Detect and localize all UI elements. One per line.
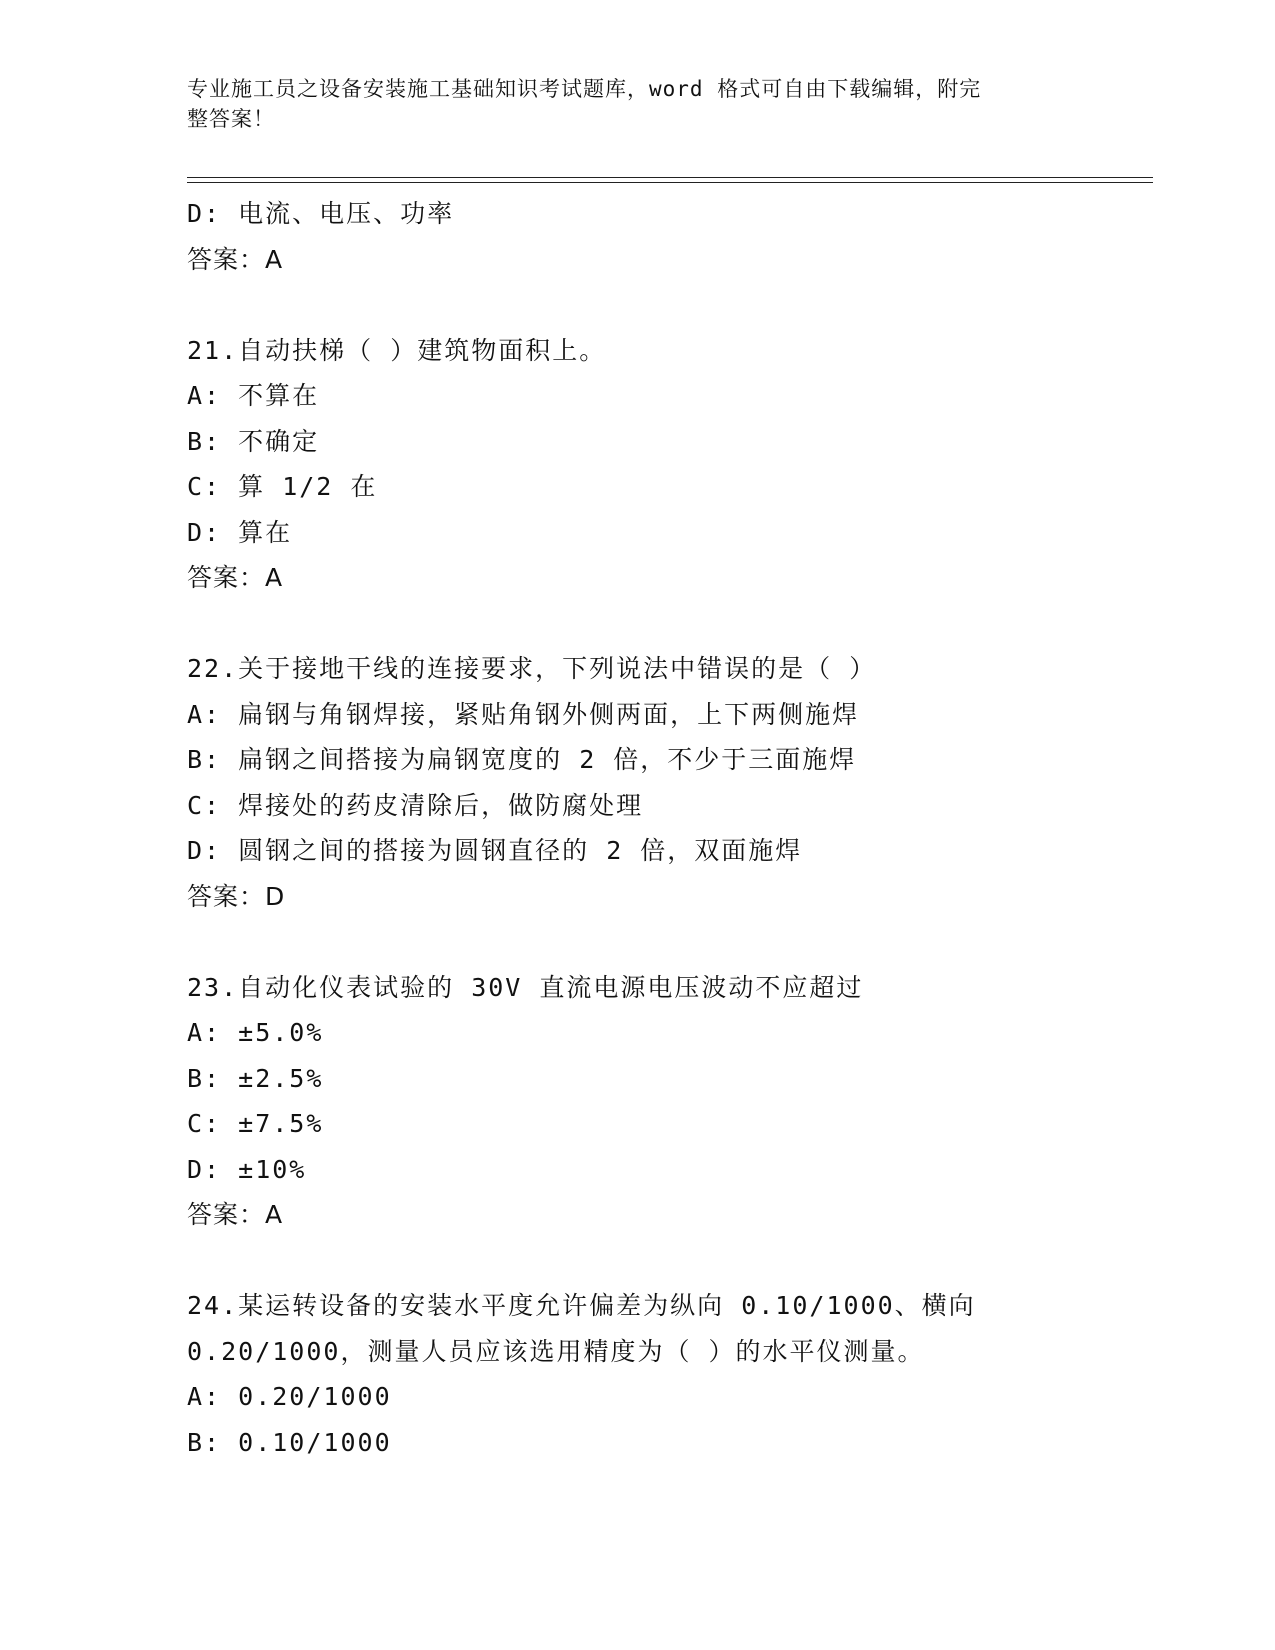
question-stem: 23.自动化仪表试验的 30V 直流电源电压波动不应超过: [187, 972, 864, 1002]
option-a: A: 0.20/1000: [187, 1382, 392, 1411]
question-stem-line-2: 0.20/1000，测量人员应该选用精度为（ ）的水平仪测量。: [187, 1336, 925, 1366]
answer-line: 答案：A: [187, 1200, 284, 1229]
question-list: [187, 191, 1153, 1465]
question-stem: 21.自动扶梯（ ）建筑物面积上。: [187, 335, 607, 365]
spacer: [187, 282, 1153, 328]
question-stem: 22.关于接地干线的连接要求，下列说法中错误的是（ ）: [187, 654, 877, 683]
option-d: D: 圆钢之间的搭接为圆钢直径的 2 倍，双面施焊: [187, 836, 803, 865]
answer-line: 答案：D: [187, 881, 286, 911]
question-stem-line-1: 24.某运转设备的安装水平度允许偏差为纵向 0.10/1000、横向: [187, 1291, 976, 1320]
spacer: [187, 919, 1153, 965]
option-c: C: ±7.5%: [187, 1109, 324, 1138]
option-d: D: 电流、电压、功率: [187, 199, 455, 228]
header-divider-top: [187, 177, 1153, 178]
question-22: [187, 646, 1153, 919]
option-a: A: ±5.0%: [187, 1018, 324, 1047]
answer-line: 答案：A: [187, 244, 284, 274]
answer-line: 答案：A: [187, 563, 284, 592]
option-c: C: 焊接处的药皮清除后，做防腐处理: [187, 790, 644, 820]
option-b: B: 扁钢之间搭接为扁钢宽度的 2 倍，不少于三面施焊: [187, 745, 857, 774]
header-divider-bottom: [187, 182, 1153, 183]
option-b: B: 0.10/1000: [187, 1427, 392, 1457]
question-24: [187, 1283, 1153, 1465]
header-line-2: 整答案！: [187, 107, 275, 131]
document-header: [187, 74, 1087, 134]
option-b: B: ±2.5%: [187, 1063, 324, 1093]
previous-question-tail: [187, 191, 1153, 282]
question-21: [187, 328, 1153, 601]
option-d: D: ±10%: [187, 1154, 307, 1184]
option-a: A: 不算在: [187, 381, 320, 410]
header-line-1: 专业施工员之设备安装施工基础知识考试题库，word 格式可自由下载编辑，附完: [187, 77, 982, 101]
spacer: [187, 601, 1153, 647]
option-d: D: 算在: [187, 517, 293, 547]
option-a: A: 扁钢与角钢焊接，紧贴角钢外侧两面，上下两侧施焊: [187, 699, 860, 729]
option-b: B: 不确定: [187, 426, 320, 456]
spacer: [187, 1238, 1153, 1284]
option-c: C: 算 1/2 在: [187, 472, 378, 501]
question-23: [187, 965, 1153, 1238]
